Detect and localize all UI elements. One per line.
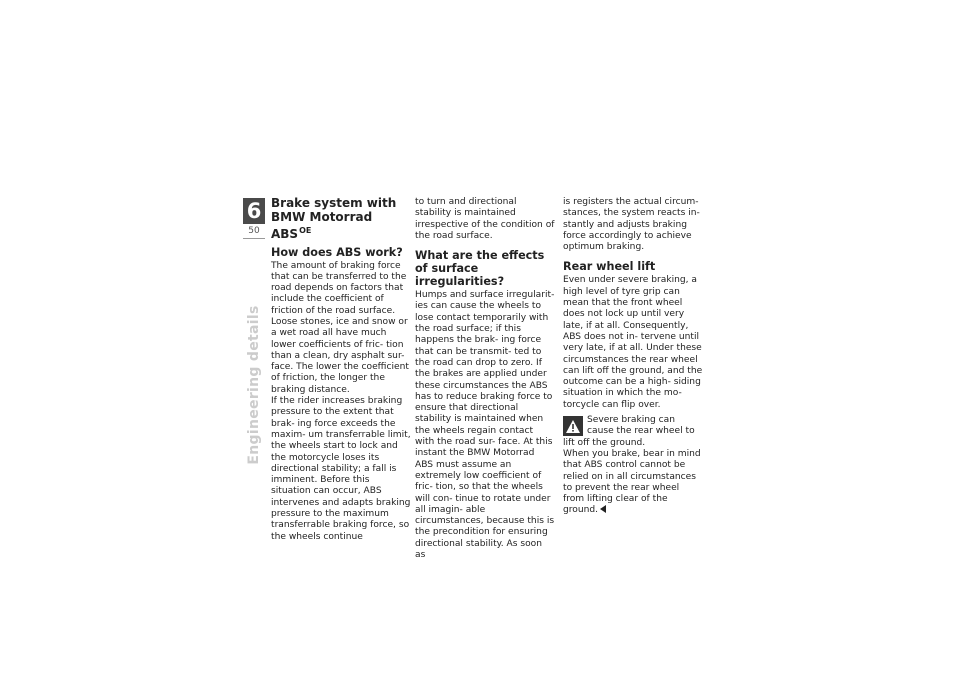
paragraph-friction: The amount of braking force that can be transferred to the road depends on factors that include the coefficient of friction of the road surface. Loose stones, ice and snow or a wet road all have much lower coefficients of fric- tion than a clean, dry asphalt sur- face. The lower the coefficient of friction, the longer the braking distance. [271, 260, 409, 395]
paragraph-registers: is registers the actual circum- stances, the system reacts in- stantly and adjusts braking force accordingly to achieve optimum braking. [563, 197, 700, 253]
column-2 [415, 197, 555, 561]
warning-triangle-icon [563, 416, 583, 436]
section-side-label: Engineering details [246, 305, 262, 465]
paragraph-when-you-brake-text: When you brake, bear in mind that ABS control cannot be relied on in all circumstances to prevent the rear wheel from lifting clear of the ground. [563, 448, 701, 516]
paragraph-braking-pressure: If the rider increases braking pressure to the extent that brak- ing force exceeds the maxim- um transferrable limit, the wheels start to lock and the motorcycle loses its directional stability; a fall is imminent. Before this situation can occur, ABS intervenes and adapts braking pressure to the maximum transferrable braking force, so the wheels continue [271, 396, 411, 542]
paragraph-continuation: to turn and directional stability is maintained irrespective of the condition of the road surface. [415, 197, 555, 241]
heading-rear-wheel-lift: Rear wheel lift [563, 260, 656, 274]
paragraph-rear-wheel-lift: Even under severe braking, a high level of tyre grip can mean that the front wheel does not lock up until very late, if at all. Consequently, ABS does not in- tervene until very late, if at all. Under these circumstances the rear wheel can lift off the ground, and the outcome can be a high- siding situation in which the mo- torcycle can flip over. [563, 275, 703, 410]
warning-note [563, 415, 703, 449]
heading-how-abs-works: How does ABS work? [271, 245, 403, 259]
section-title-line1: Brake system with [271, 196, 397, 210]
page-number: 50 [243, 226, 265, 239]
warning-text: Severe braking can cause the rear wheel to lift off the ground. [563, 415, 695, 448]
column-1 [271, 197, 411, 543]
column-3 [563, 197, 703, 517]
section-title-line2: BMW Motorrad ABS [271, 209, 373, 241]
end-of-section-icon [600, 505, 606, 513]
heading-surface-irregularities: What are the effects of surface irregularities? [415, 249, 545, 289]
paragraph-when-you-brake [563, 449, 703, 517]
optional-equipment-mark: OE [299, 226, 312, 235]
paragraph-surface-irregularities: Humps and surface irregularit- ies can cause the wheels to lose contact temporarily with the road surface; if this happens the brak- ing force that can be transmit- ted to the road can drop to zero. If the brakes are applied under these circumstances the ABS has to reduce braking force to ensure that directional stability is maintained when the wheels regain contact with the road sur- face. At this instant the BMW Motorrad ABS must assume an extremely low coefficient of fric- tion, so that the wheels will con- tinue to rotate under all imagin- able circumstances, because this is the precondition for ensuring directional stability. As soon as [415, 290, 555, 561]
chapter-number-tab: 6 [243, 198, 265, 224]
section-title [271, 197, 411, 242]
